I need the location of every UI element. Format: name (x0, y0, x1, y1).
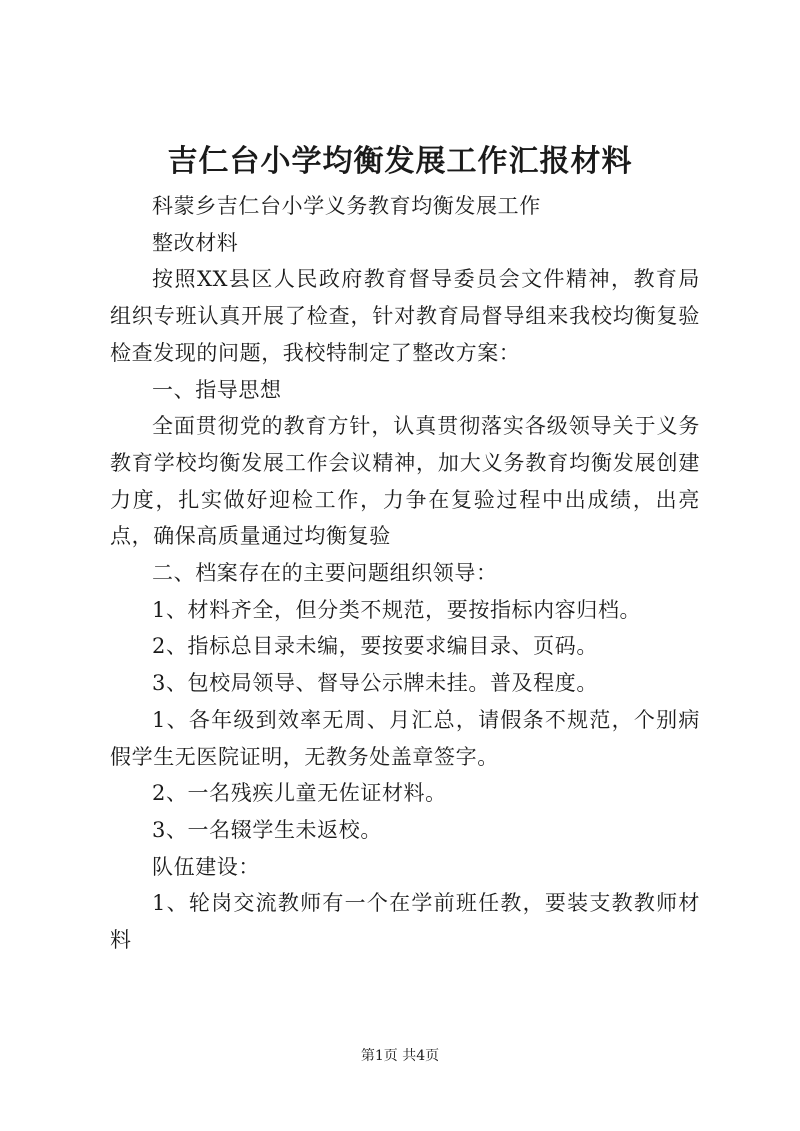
document-body (110, 188, 700, 959)
list-item: 3、一名辍学生未返校。 (152, 817, 382, 842)
list-item: 2、一名残疾儿童无佐证材料。 (152, 781, 447, 806)
paragraph: 全面贯彻党的教育方针，认真贯彻落实各级领导关于义务教育学校均衡发展工作会议精神，加大义务教育均衡发展创建力度，扎实做好迎检工作，力争在复验过程中出成绩，出亮点，确保高质量通过均衡复验 (110, 414, 700, 549)
document-title: 吉仁台小学均衡发展工作汇报材料 (167, 144, 633, 179)
section-heading: 二、档案存在的主要问题组织领导： (152, 561, 498, 586)
section-heading: 队伍建设： (152, 854, 260, 879)
list-item: 1、材料齐全，但分类不规范，要按指标内容归档。 (152, 597, 642, 622)
list-item: 2、指标总目录未编，要按要求编目录、页码。 (152, 634, 598, 659)
list-item: 3、包校局领导、督导公示牌未挂。普及程度。 (152, 671, 598, 696)
list-item: 1、轮岗交流教师有一个在学前班任教，要装支教教师材料 (110, 891, 700, 953)
paragraph: 整改材料 (152, 230, 239, 255)
page-footer: 第1页 共4页 (360, 1048, 440, 1064)
list-item: 1、各年级到效率无周、月汇总，请假条不规范，个别病假学生无医院证明，无教务处盖章签字。 (110, 707, 700, 769)
paragraph: 科蒙乡吉仁台小学义务教育均衡发展工作 (152, 194, 541, 218)
paragraph: 按照XX县区人民政府教育督导委员会文件精神，教育局组织专班认真开展了检查，针对教育局督导组来我校均衡复验检查发现的问题，我校特制定了整改方案： (110, 267, 700, 365)
section-heading: 一、指导思想 (152, 377, 282, 402)
